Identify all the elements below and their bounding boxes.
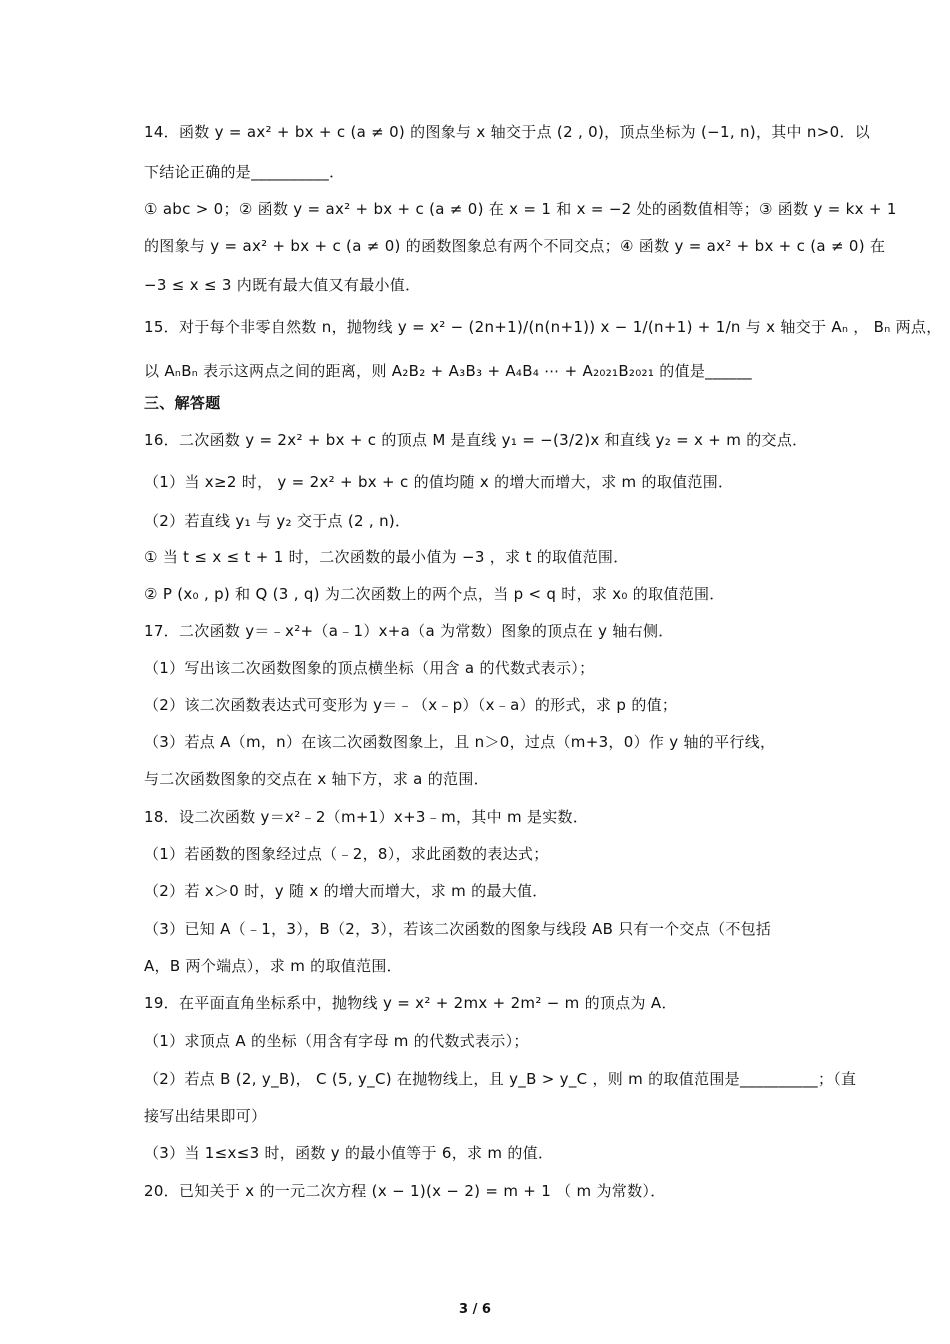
q20-line-1: 20．已知关于 x 的一元二次方程 (x − 1)(x − 2) = m + 1 （ m 为常数）． — [144, 1182, 666, 1200]
q15-line-2: 以 AₙBₙ 表示这两点之间的距离，则 A₂B₂ + A₃B₃ + A₄B₄ ⋯ + A₂₀₂₁B₂₀₂₁ 的值是______ — [144, 362, 752, 380]
q16-part-1: （1）当 x≥2 时， y = 2x² + bx + c 的值均随 x 的增大而增大，求 m 的取值范围． — [144, 473, 734, 491]
q19-part-2-b: 接写出结果即可） — [144, 1107, 267, 1125]
q18-part-3-a: （3）已知 A（﹣1，3），B（2，3），若该二次函数的图象与线段 AB 只有一个交点（不包括 — [144, 920, 772, 938]
q17-part-2: （2）该二次函数表达式可变形为 y＝﹣（x﹣p）（x﹣a）的形式，求 p 的值； — [144, 696, 678, 714]
q17-line-1: 17．二次函数 y＝﹣x²+（a﹣1）x+a（a 为常数）图象的顶点在 y 轴右侧． — [144, 622, 674, 640]
q17-part-3-a: （3）若点 A（m，n）在该二次函数图象上，且 n＞0，过点（m+3，0）作 y 轴的平行线， — [144, 733, 776, 751]
q14-line-4: 的图象与 y = ax² + bx + c (a ≠ 0) 的函数图象总有两个不同交点；④ 函数 y = ax² + bx + c (a ≠ 0) 在 — [144, 237, 886, 255]
q18-part-1: （1）若函数的图象经过点（﹣2，8），求此函数的表达式； — [144, 845, 549, 863]
q16-part-2: （2）若直线 y₁ 与 y₂ 交于点 (2 , n)． — [144, 512, 411, 530]
q19-part-1: （1）求顶点 A 的坐标（用含有字母 m 的代数式表示）； — [144, 1032, 529, 1050]
q19-line-1: 19．在平面直角坐标系中，抛物线 y = x² + 2mx + 2m² − m 的顶点为 A． — [144, 994, 677, 1012]
q14-line-5: −3 ≤ x ≤ 3 内既有最大值又有最小值． — [144, 276, 421, 294]
q19-part-3: （3）当 1≤x≤3 时，函数 y 的最小值等于 6，求 m 的值． — [144, 1144, 554, 1162]
q15-line-1: 15．对于每个非零自然数 n，抛物线 y = x² − (2n+1)/(n(n+1)) x − 1/(n+1) + 1/n 与 x 轴交于 Aₙ ， Bₙ 两点， — [144, 318, 942, 336]
section-heading: 三、解答题 — [144, 394, 221, 412]
q18-part-3-b: A，B 两个端点），求 m 的取值范围． — [144, 957, 402, 975]
q18-line-1: 18．设二次函数 y＝x²﹣2（m+1）x+3﹣m，其中 m 是实数． — [144, 808, 589, 826]
q19-part-2-a: （2）若点 B (2, y_B)， C (5, y_C) 在抛物线上，且 y_B > y_C ，则 m 的取值范围是__________；（直 — [144, 1070, 857, 1088]
q14-line-3: ① abc > 0；② 函数 y = ax² + bx + c (a ≠ 0) 在 x = 1 和 x = −2 处的函数值相等；③ 函数 y = kx + 1 — [144, 200, 897, 218]
page-number: 3 / 6 — [459, 1302, 491, 1317]
q16-part-2-1: ① 当 t ≤ x ≤ t + 1 时，二次函数的最小值为 −3 ，求 t 的取值范围． — [144, 548, 629, 566]
q16-line-1: 16．二次函数 y = 2x² + bx + c 的顶点 M 是直线 y₁ = −(3/2)x 和直线 y₂ = x + m 的交点． — [144, 431, 808, 449]
q16-part-2-2: ② P (x₀ , p) 和 Q (3 , q) 为二次函数上的两个点，当 p < q 时，求 x₀ 的取值范围． — [144, 585, 725, 603]
q18-part-2: （2）若 x＞0 时，y 随 x 的增大而增大，求 m 的最大值． — [144, 882, 548, 900]
q14-line-2: 下结论正确的是__________． — [144, 163, 345, 181]
q17-part-1: （1）写出该二次函数图象的顶点横坐标（用含 a 的代数式表示）； — [144, 659, 595, 677]
q17-part-3-b: 与二次函数图象的交点在 x 轴下方，求 a 的范围． — [144, 770, 489, 788]
q14-line-1: 14．函数 y = ax² + bx + c (a ≠ 0) 的图象与 x 轴交于点 (2 , 0)，顶点坐标为 (−1, n)，其中 n>0．以 — [144, 123, 871, 141]
